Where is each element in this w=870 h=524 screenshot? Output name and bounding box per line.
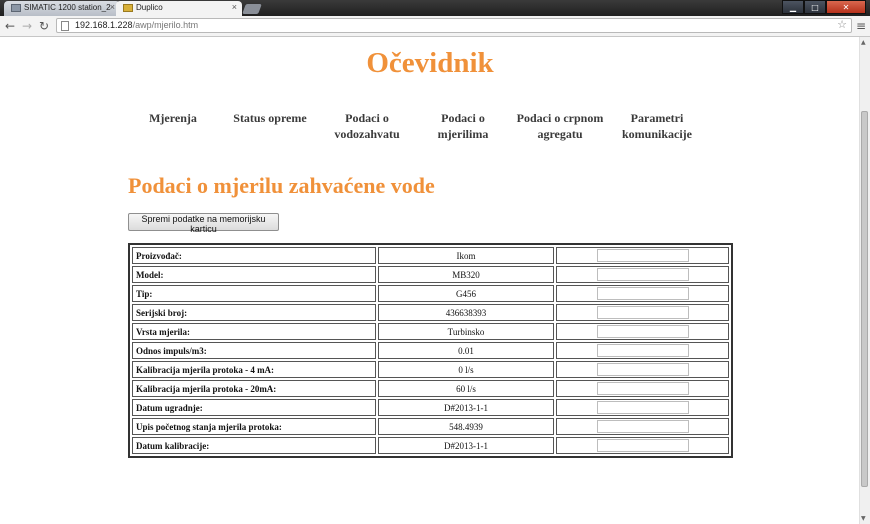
row-value: 548.4939 [378, 418, 554, 435]
row-label: Tip: [132, 285, 376, 302]
browser-titlebar [0, 0, 870, 16]
browser-menu-icon[interactable]: ≡ [855, 19, 866, 33]
row-value: D#2013-1-1 [378, 437, 554, 454]
row-value: 0.01 [378, 342, 554, 359]
nav-item-mjerenja[interactable]: Mjerenja [149, 111, 197, 125]
row-value: MB320 [378, 266, 554, 283]
row-value: Turbinsko [378, 323, 554, 340]
vertical-scrollbar[interactable] [859, 37, 870, 524]
nav-item-parametri-komunikacije[interactable]: Parametri komunikacije [621, 111, 692, 141]
new-tab-button[interactable] [242, 4, 262, 14]
row-input-field[interactable] [597, 382, 689, 395]
table-row [132, 437, 729, 454]
main-navigation [0, 110, 860, 150]
tab-close-icon[interactable]: × [231, 2, 237, 12]
back-arrow-icon[interactable]: ← [5, 19, 16, 33]
row-value: 0 l/s [378, 361, 554, 378]
row-input-field[interactable] [597, 325, 689, 338]
maximize-button[interactable]: □ [804, 0, 826, 14]
tab-label: SIMATIC 1200 station_2 [24, 3, 111, 12]
row-label: Datum kalibracije: [132, 437, 376, 454]
row-value: D#2013-1-1 [378, 399, 554, 416]
page-heading: Podaci o mjerilu zahvaćene vode [128, 173, 435, 198]
row-input-field[interactable] [597, 268, 689, 281]
row-input-field[interactable] [597, 363, 689, 376]
row-input-field[interactable] [597, 401, 689, 414]
row-input-field[interactable] [597, 344, 689, 357]
row-label: Odnos impuls/m3: [132, 342, 376, 359]
tab-duplico[interactable] [116, 1, 242, 16]
row-label: Datum ugradnje: [132, 399, 376, 416]
row-value: 60 l/s [378, 380, 554, 397]
row-label: Vrsta mjerila: [132, 323, 376, 340]
nav-item-podaci-o-vodozahvatu[interactable]: Podaci o vodozahvatu [334, 111, 400, 141]
reload-icon[interactable]: ↻ [39, 19, 50, 33]
scroll-up-icon[interactable]: ▲ [861, 39, 866, 46]
row-label: Serijski broj: [132, 304, 376, 321]
table-row [132, 380, 729, 397]
table-row [132, 342, 729, 359]
page-favicon-icon [123, 4, 133, 12]
site-title: Očevidnik [366, 47, 494, 79]
nav-item-podaci-o-mjerilima[interactable]: Podaci o mjerilima [437, 111, 489, 141]
table-row [132, 323, 729, 340]
row-input-field[interactable] [597, 249, 689, 262]
table-row [132, 247, 729, 264]
forward-arrow-icon[interactable]: → [22, 19, 33, 33]
tab-label: Duplico [136, 3, 163, 12]
row-input-field[interactable] [597, 287, 689, 300]
row-label: Model: [132, 266, 376, 283]
tab-simatic[interactable] [4, 1, 120, 16]
row-value: 436638393 [378, 304, 554, 321]
table-row [132, 399, 729, 416]
table-row [132, 285, 729, 302]
row-label: Kalibracija mjerila protoka - 20mA: [132, 380, 376, 397]
tab-close-icon[interactable]: × [109, 2, 115, 12]
address-bar[interactable] [56, 18, 852, 33]
bookmark-star-icon[interactable]: ☆ [837, 18, 847, 31]
page-favicon-icon [11, 4, 21, 12]
table-row [132, 304, 729, 321]
table-row [132, 418, 729, 435]
browser-toolbar [0, 16, 870, 37]
row-input-field[interactable] [597, 306, 689, 319]
row-value: Ikom [378, 247, 554, 264]
nav-item-podaci-o-crpnom-agregatu[interactable]: Podaci o crpnom agregatu [516, 111, 604, 141]
save-to-memory-card-button[interactable]: Spremi podatke na memorijsku karticu [128, 213, 279, 231]
table-row [132, 361, 729, 378]
row-input-field[interactable] [597, 439, 689, 452]
row-label: Kalibracija mjerila protoka - 4 mA: [132, 361, 376, 378]
table-row [132, 266, 729, 283]
row-label: Proizvođač: [132, 247, 376, 264]
row-value: G456 [378, 285, 554, 302]
row-label: Upis početnog stanja mjerila protoka: [132, 418, 376, 435]
page-icon [61, 21, 69, 31]
meter-data-table [128, 243, 733, 458]
minimize-button[interactable]: ▁ [782, 0, 804, 14]
scrollbar-thumb[interactable] [861, 111, 868, 487]
scroll-down-icon[interactable]: ▼ [861, 515, 866, 522]
close-window-button[interactable]: ✕ [826, 0, 866, 14]
nav-item-status-opreme[interactable]: Status opreme [233, 111, 307, 125]
url-text: 192.168.1.228/awp/mjerilo.htm [75, 20, 199, 30]
row-input-field[interactable] [597, 420, 689, 433]
window-controls [782, 0, 866, 14]
